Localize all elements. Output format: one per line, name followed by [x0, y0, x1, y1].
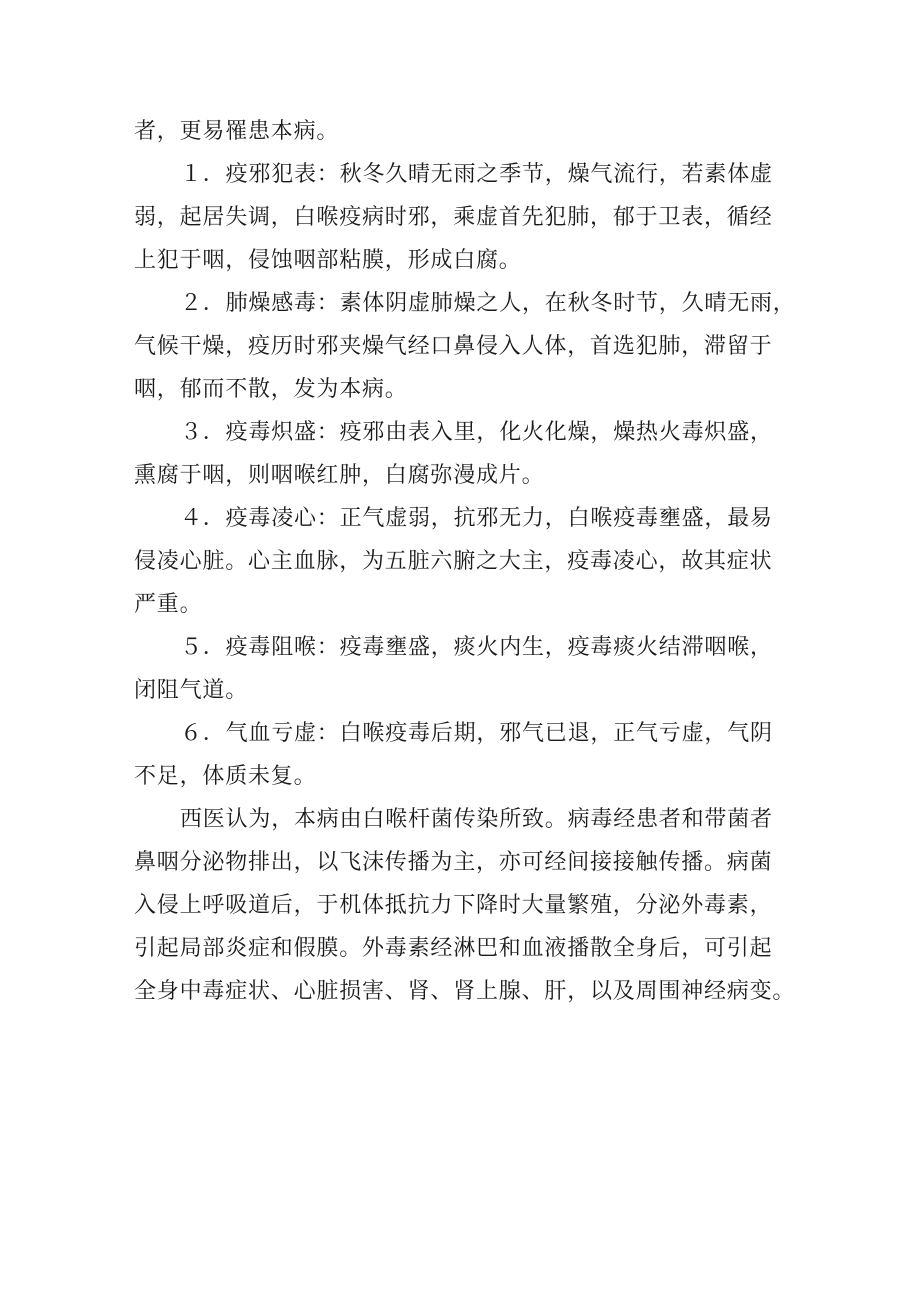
text-line: 气候干燥，疫历时邪夹燥气经口鼻侵入人体，首选犯肺，滞留于 [134, 334, 773, 359]
text-line: 熏腐于咽，则咽喉红肿，白腐弥漫成片。 [134, 463, 545, 488]
text-line: １．疫邪犯表：秋冬久晴无雨之季节，燥气流行，若素体虚 [180, 162, 773, 187]
text-line: 者，更易罹患本病。 [134, 119, 340, 144]
text-line: ２．肺燥感毒：素体阴虚肺燥之人，在秋冬时节，久晴无雨， [180, 291, 796, 316]
text-line: 闭阻气道。 [134, 678, 249, 703]
text-line: 不足，体质未复。 [134, 764, 317, 789]
text-line: 引起局部炎症和假膜。外毒素经淋巴和血液播散全身后，可引起 [134, 936, 773, 961]
paragraph-item-4 [134, 497, 814, 626]
text-line: 侵凌心脏。心主血脉，为五脏六腑之大主，疫毒凌心，故其症状 [134, 549, 773, 574]
paragraph-item-3 [134, 411, 814, 497]
text-line: 咽，郁而不散，发为本病。 [134, 377, 408, 402]
paragraph-item-2 [134, 282, 814, 411]
text-line: ３．疫毒炽盛：疫邪由表入里，化火化燥，燥热火毒炽盛， [180, 420, 773, 445]
paragraph-intro-tail [134, 110, 814, 153]
paragraph-item-1 [134, 153, 814, 282]
text-line: 全身中毒症状、心脏损害、肾、肾上腺、肝，以及周围神经病变。 [134, 979, 796, 1004]
body-text [134, 110, 814, 1013]
text-line: ６．气血亏虚：白喉疫毒后期，邪气已退，正气亏虚，气阴 [180, 721, 773, 746]
text-line: 严重。 [134, 592, 203, 617]
text-line: 入侵上呼吸道后，于机体抵抗力下降时大量繁殖，分泌外毒素， [134, 893, 773, 918]
text-line: ４．疫毒凌心：正气虚弱，抗邪无力，白喉疫毒壅盛，最易 [180, 506, 773, 531]
text-line: 弱，起居失调，白喉疫病时邪，乘虚首先犯肺，郁于卫表，循经 [134, 205, 773, 230]
text-line: 鼻咽分泌物排出，以飞沫传播为主，亦可经间接接触传播。病菌 [134, 850, 773, 875]
text-line: 上犯于咽，侵蚀咽部粘膜，形成白腐。 [134, 248, 522, 273]
text-line: 西医认为，本病由白喉杆菌传染所致。病毒经患者和带菌者 [180, 807, 773, 832]
text-line: ５．疫毒阻喉：疫毒壅盛，痰火内生，疫毒痰火结滞咽喉， [180, 635, 773, 660]
paragraph-item-5 [134, 626, 814, 712]
paragraph-western-view [134, 798, 814, 1013]
paragraph-item-6 [134, 712, 814, 798]
